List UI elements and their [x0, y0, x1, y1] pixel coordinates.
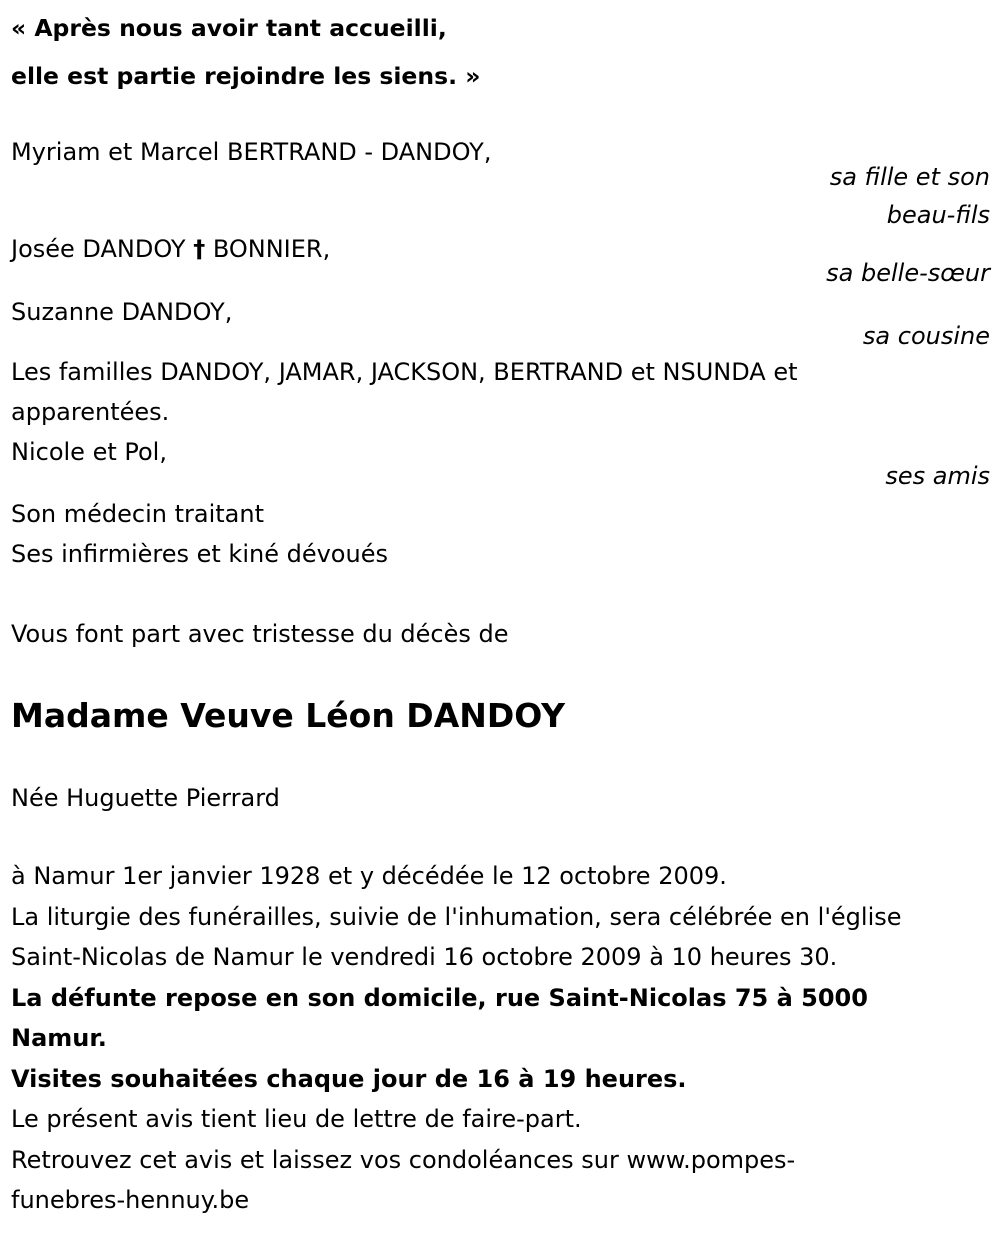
family-name: Suzanne DANDOY,	[11, 298, 233, 326]
quote-line-2: elle est partie rejoindre les siens. »	[11, 62, 481, 90]
details-bold-line-1: La défunte repose en son domicile, rue Saint-Nicolas 75 à 5000	[11, 983, 868, 1012]
care-staff	[11, 494, 991, 574]
family-entry-cousin	[11, 292, 991, 356]
family-name-part-2: BONNIER,	[205, 235, 331, 263]
families-line-2: apparentées.	[11, 398, 170, 426]
family-role-line-2: beau-fils	[886, 201, 990, 229]
announcement: Vous font part avec tristesse du décès de	[11, 620, 509, 648]
family-role-line-1: sa fille et son	[829, 163, 990, 191]
obituary-notice	[11, 0, 991, 1221]
cross-icon: †	[193, 235, 206, 263]
details-line-4: Le présent avis tient lieu de lettre de faire-part.	[11, 1105, 582, 1133]
family-entry-daughter	[11, 134, 991, 234]
family-name-part-1: Josée DANDOY	[11, 235, 194, 263]
quote-line-1: « Après nous avoir tant accueilli,	[11, 14, 447, 42]
details-line-3: Saint-Nicolas de Namur le vendredi 16 octobre 2009 à 10 heures 30.	[11, 943, 838, 971]
nurses-line: Ses infirmières et kiné dévoués	[11, 540, 388, 568]
friends-role: ses amis	[885, 462, 990, 490]
funeral-details	[11, 856, 991, 1221]
family-name: Myriam et Marcel BERTRAND - DANDOY,	[11, 138, 492, 166]
details-line-6: funebres-hennuy.be	[11, 1186, 250, 1214]
friends-entry	[11, 432, 991, 496]
family-entry-sister-in-law	[11, 229, 991, 293]
details-bold-line-2: Namur.	[11, 1024, 107, 1052]
family-role: sa cousine	[862, 322, 990, 350]
families-line-1: Les familles DANDOY, JAMAR, JACKSON, BERTRAND et NSUNDA et	[11, 358, 798, 386]
details-line-2: La liturgie des funérailles, suivie de l'inhumation, sera célébrée en l'église	[11, 902, 902, 931]
details-line-5: Retrouvez cet avis et laissez vos condoléances sur www.pompes-	[11, 1145, 796, 1174]
opening-quote	[11, 0, 991, 100]
visiting-hours: Visites souhaitées chaque jour de 16 à 19 heures.	[11, 1064, 687, 1093]
families-list	[11, 352, 991, 432]
friends-name: Nicole et Pol,	[11, 438, 167, 466]
details-line-1: à Namur 1er janvier 1928 et y décédée le 12 octobre 2009.	[11, 862, 727, 890]
family-role: sa belle-sœur	[826, 259, 990, 287]
doctor-line: Son médecin traitant	[11, 500, 264, 528]
deceased-name: Madame Veuve Léon DANDOY	[11, 696, 566, 735]
born-name: Née Huguette Pierrard	[11, 784, 280, 812]
